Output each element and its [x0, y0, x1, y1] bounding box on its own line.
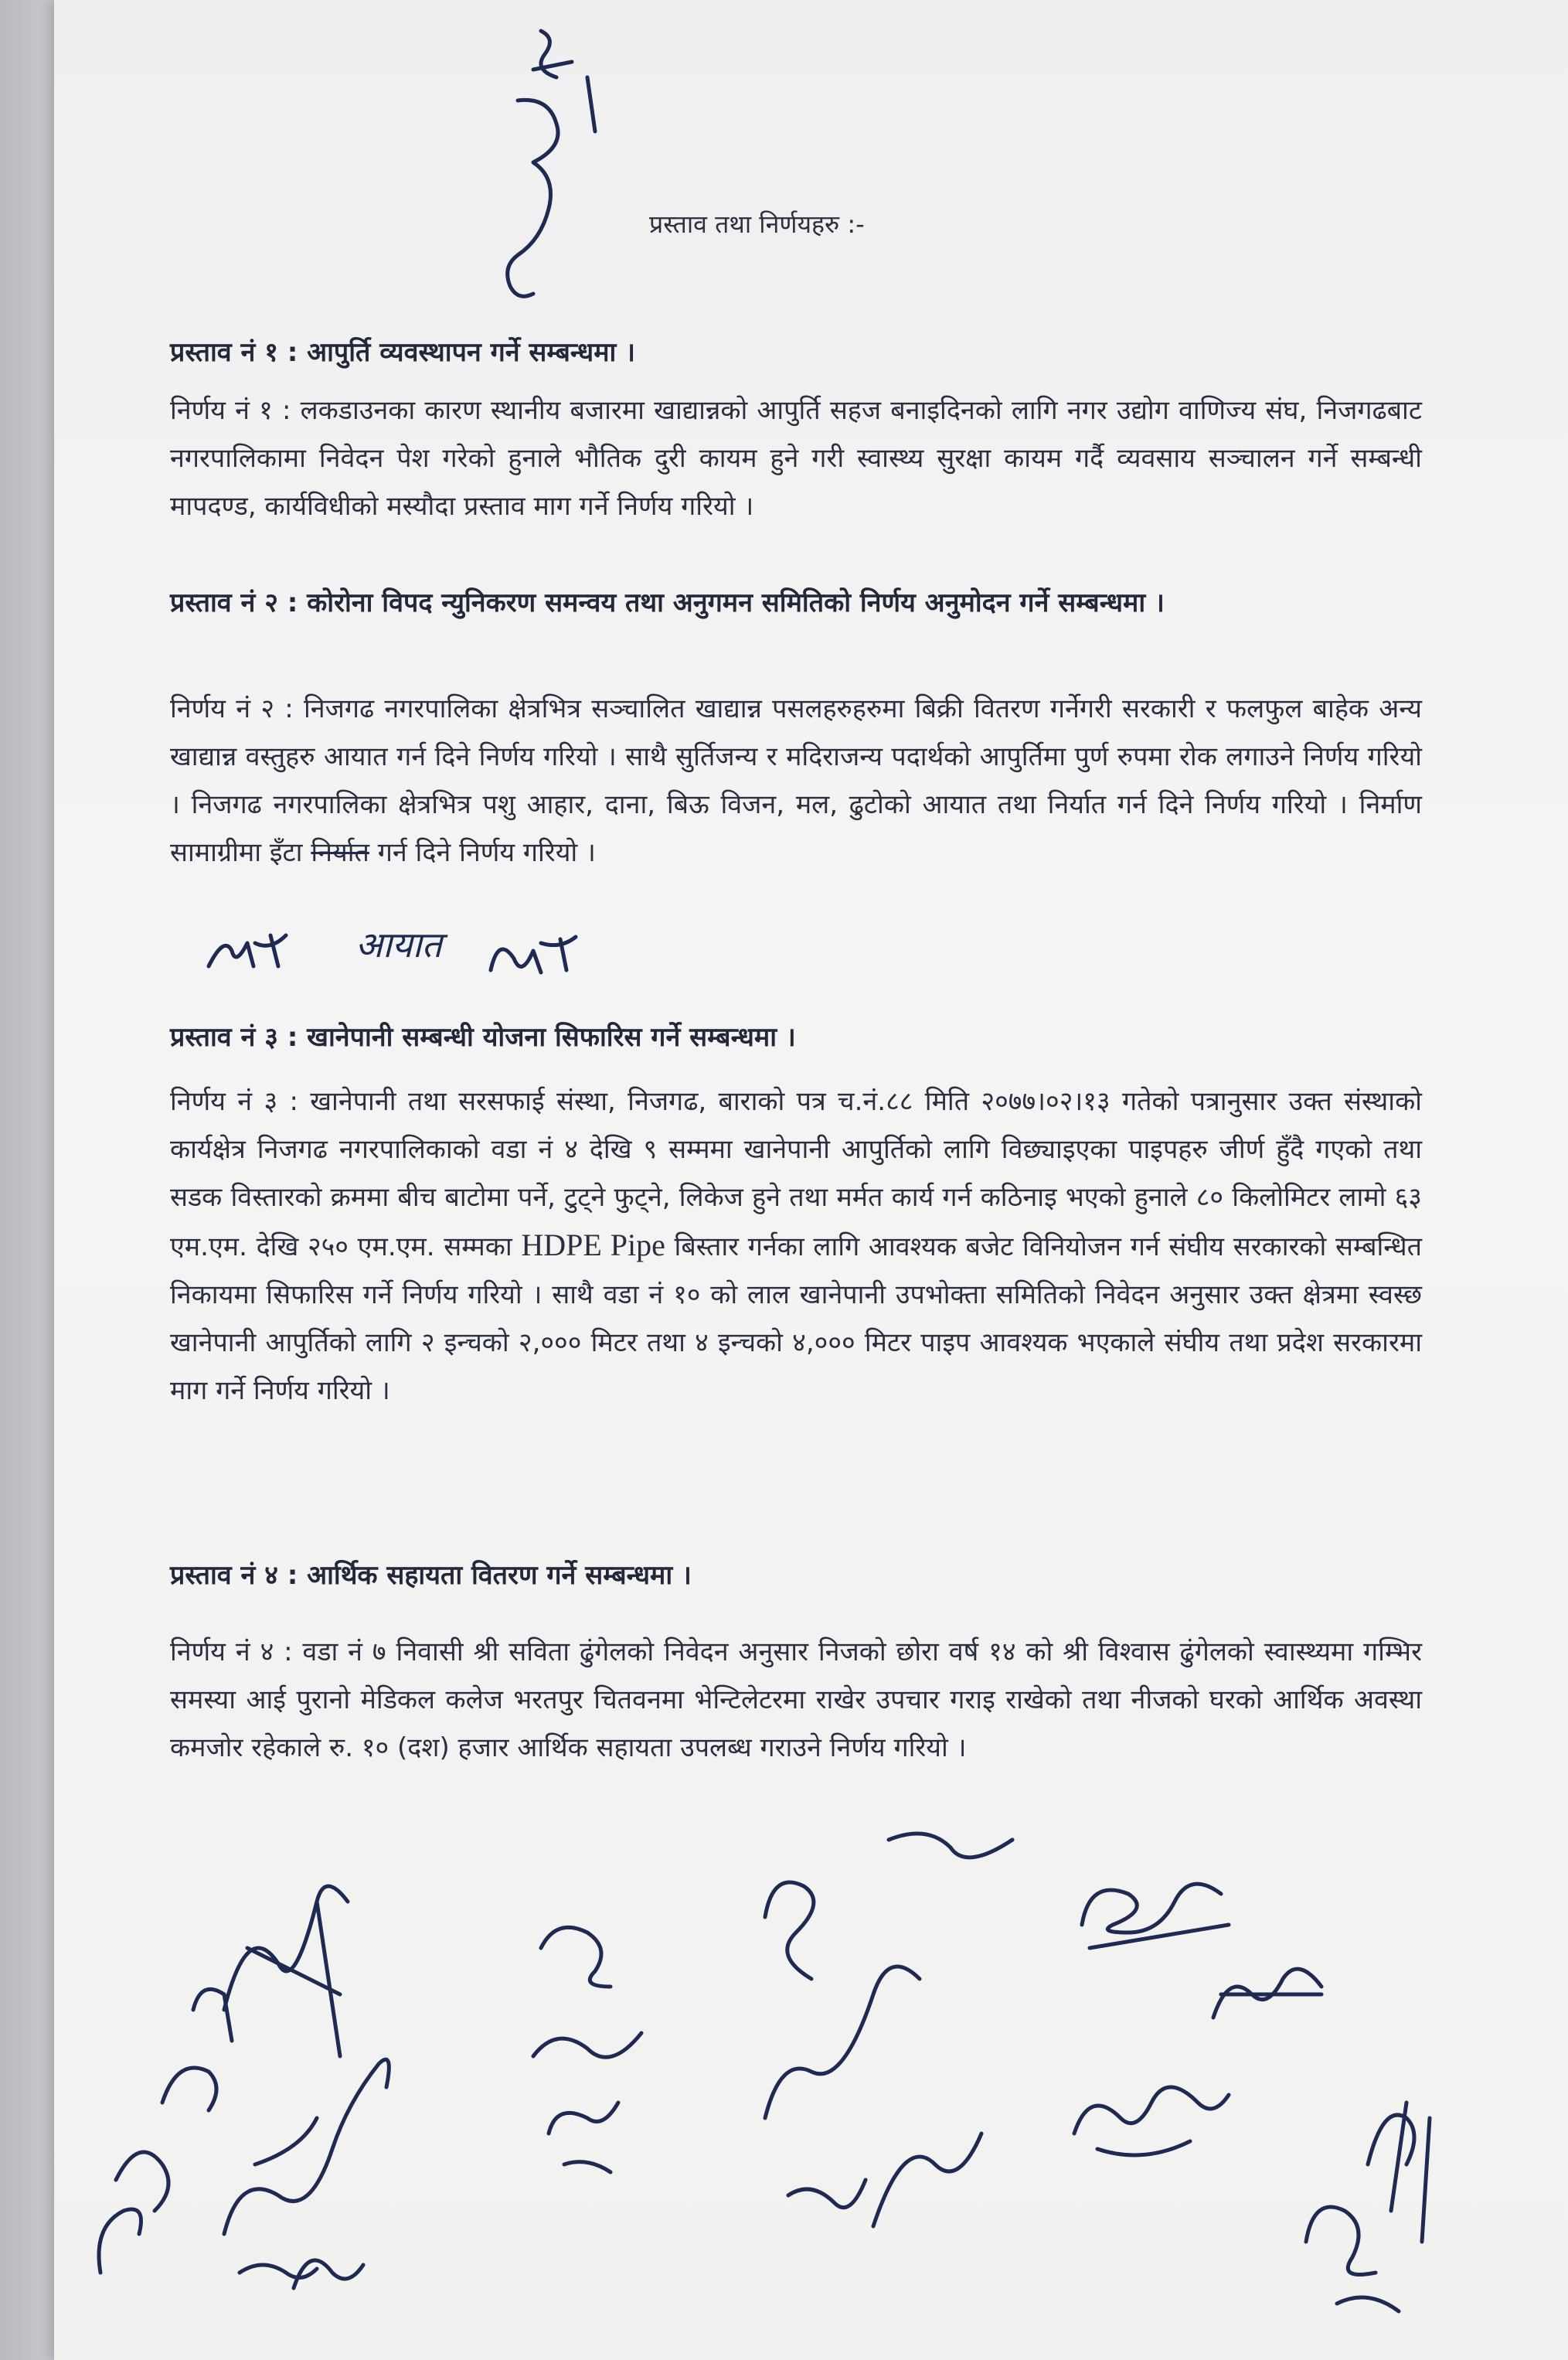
struck-word: निर्यात	[311, 837, 369, 868]
signature-4	[502, 1902, 672, 2180]
decision-3-part-b: बिस्तार गर्नका लागि आवश्यक बजेट विनियोजन गर्न संघीय सरकारको सम्बन्धित निकायमा सिफारिस गर्ने निर्णय गरियो । साथै वडा नं १० को लाल खानेपानी उपभोक्ता समितिको निवेदन अनुसार उक्त क्षेत्रमा स्वस्छ खानेपानी आपुर्तिको लागि २ इन्चको २,००० मिटर तथा ४ इन्चको ४,००० मिटर पाइप आवश्यक भएकाले संघीय तथा प्रदेश सरकारमा माग गर्ने निर्णय गरियो ।	[170, 1231, 1423, 1406]
document-page	[54, 0, 1568, 2360]
proposal-2-title: प्रस्ताव नं २ : कोरोना विपद न्युनिकरण समन्वय तथा अनुगमन समितिको निर्णय अनुमोदन गर्ने सम्बन्धमा ।	[170, 587, 1165, 618]
decision-2-part-a: निर्णय नं २ : निजगढ नगरपालिका क्षेत्रभित्र सञ्चालित खाद्यान्न पसलहरुहरुमा बिक्री वितरण गर्नेगरी सरकारी र फलफुल बाहेक अन्य खाद्यान्न वस्तुहरु आयात गर्न दिने निर्णय गरियो । साथै सुर्तिजन्य र मदिराजन्य पदार्थको आपुर्तिमा पुर्ण रुपमा रोक लगाउने निर्णय गरियो । निजगढ नगरपालिका क्षेत्रभित्र पशु आहार, दाना, बिऊ विजन, मल, ढुटोको आयात तथा निर्यात गर्न दिने निर्णय गरियो । निर्माण सामाग्रीमा इँटा	[170, 693, 1422, 868]
signature-6	[1059, 1840, 1275, 1963]
binding-line	[17, 0, 19, 2360]
decision-2-text	[170, 685, 1422, 877]
decision-4-text: निर्णय नं ४ : वडा नं ७ निवासी श्री सविता ढुंगेलको निवेदन अनुसार निजको छोरा वर्ष १४ को श्री विश्वास ढुंगेलको स्वास्थ्यमा गम्भिर समस्या आई पुरानो मेडिकल कलेज भरतपुर चितवनमा भेन्टिलेटरमा राखेर उपचार गराइ राखेको तथा नीजको घरको आर्थिक अवस्था कमजोर रहेकाले रु. १० (दश) हजार आर्थिक सहायता उपलब्ध गराउने निर्णय गरियो ।	[170, 1636, 1422, 1763]
signature-3	[209, 1979, 456, 2304]
correction-initial-right	[479, 924, 595, 986]
decision-3-part-a: निर्णय नं ३ : खानेपानी तथा सरसफाई संस्था, निजगढ, बाराको पत्र च.नं.८८ मिति २०७७।०२।१३ गतेको पत्रानुसार उक्त संस्थाको कार्यक्षेत्र निजगढ नगरपालिकाको वडा नं ४ देखि ९ सम्ममा खानेपानी आपुर्तिको लागि विछ्याइएका पाइपहरु जीर्ण हुँदै गएको तथा सडक विस्तारको क्रममा बीच बाटोमा पर्ने, टुट्ने फुट्ने, लिकेज हुने तथा मर्मत कार्य गर्न कठिनाइ भएको हुनाले ८० किलोमिटर लामो ६३ एम.एम. देखि २५० एम.एम. सम्मका	[170, 1086, 1422, 1262]
signature-5	[719, 1824, 1090, 2257]
decision-2-part-b: गर्न दिने निर्णय गरियो ।	[377, 837, 596, 868]
proposal-4-title: प्रस्ताव नं ४ : आर्थिक सहायता वितरण गर्ने सम्बन्धमा ।	[170, 1560, 692, 1591]
correction-initial-left	[201, 920, 309, 982]
top-initial-signature	[471, 15, 626, 340]
hdpe-pipe-term: HDPE Pipe	[521, 1228, 665, 1262]
decision-1-text: निर्णय नं १ : लकडाउनका कारण स्थानीय बजारमा खाद्यान्नको आपुर्ति सहज बनाइदिनको लागि नगर उद्योग वाणिज्य संघ, निजगढबाट नगरपालिकामा निवेदन पेश गरेको हुनाले भौतिक दुरी कायम हुने गरी स्वास्थ्य सुरक्षा कायम गर्दै व्यवसाय सञ्चालन गर्ने सम्बन्धी मापदण्ड, कार्यविधीको मस्यौदा प्रस्ताव माग गर्ने निर्णय गरियो ।	[170, 395, 1422, 522]
proposal-1-title: प्रस्ताव नं १ : आपुर्ति व्यवस्थापन गर्ने सम्बन्धमा ।	[170, 337, 636, 368]
page-heading: प्रस्ताव तथा निर्णयहरु :-	[649, 209, 865, 239]
decision-3-text	[170, 1078, 1422, 1415]
handwritten-correction: आयात	[355, 924, 442, 965]
proposal-3-title: प्रस्ताव नं ३ : खानेपानी सम्बन्धी योजना सिफारिस गर्ने सम्बन्धमा ।	[170, 1022, 796, 1053]
signature-9	[1275, 2056, 1491, 2334]
signature-8	[1051, 2056, 1252, 2180]
signature-7	[1198, 1948, 1352, 2041]
